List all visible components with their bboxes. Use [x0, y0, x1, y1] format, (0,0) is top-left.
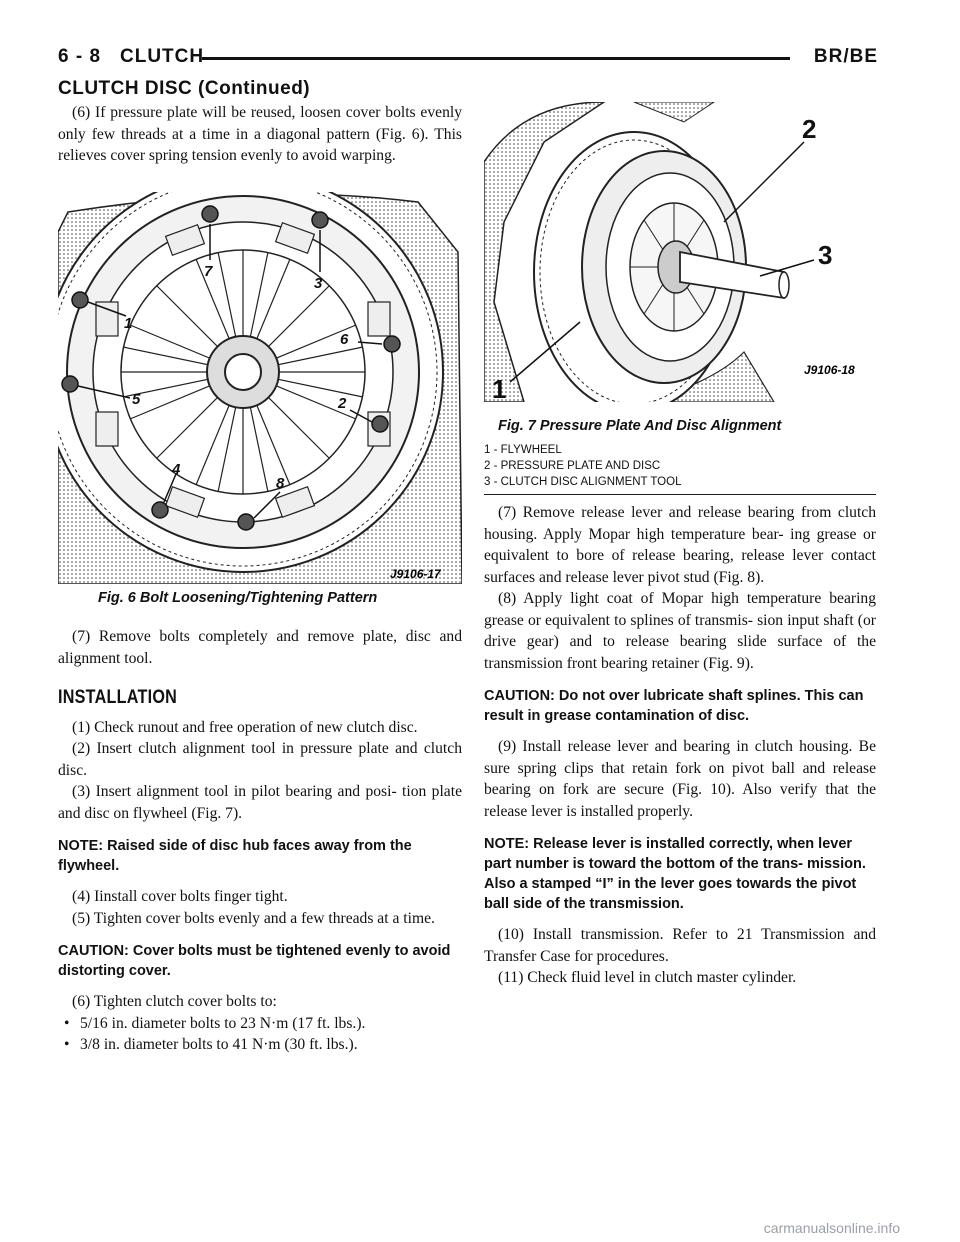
step-6-loosen: (6) If pressure plate will be reused, loosen cover bolts evenly only few threads at a time in a diagonal pattern (Fig. 6). This relieves cover spring tension evenly to avoid warping.	[58, 104, 462, 164]
torque-spec-2: 3/8 in. diameter bolts to 41 N·m (30 ft. lbs.).	[80, 1036, 358, 1053]
fig6-callout-8: 8	[276, 475, 285, 492]
figure-7	[484, 102, 876, 498]
caution-tighten-evenly: CAUTION: Cover bolts must be tightened evenly to avoid distorting cover.	[58, 943, 451, 979]
install-step-6: (6) Tighten clutch cover bolts to:	[72, 993, 277, 1010]
continued-heading: CLUTCH DISC (Continued)	[58, 78, 311, 99]
fig6-callout-6: 6	[340, 331, 349, 348]
install-step-1: (1) Check runout and free operation of new clutch disc.	[72, 718, 418, 736]
fig7-id: J9106-18	[804, 363, 855, 377]
note-release-lever: NOTE: Release lever is installed correctly, when lever part number is toward the bottom of the trans- mission. Also a stamped “I” in the lever goes towards the pivot ball side of the transmission.	[484, 836, 866, 912]
torque-spec-1: 5/16 in. diameter bolts to 23 N·m (17 ft. lbs.).	[80, 1014, 366, 1032]
fig6-caption: Fig. 6 Bolt Loosening/Tightening Pattern	[98, 590, 378, 606]
note-raised-side: NOTE: Raised side of disc hub faces away from the flywheel.	[58, 838, 412, 874]
install-step-10: (10) Install transmission. Refer to 21 Transmission and Transfer Case for procedures.	[484, 926, 876, 965]
left-column-bottom	[58, 626, 462, 1056]
torque-bullet-1	[58, 1013, 462, 1035]
fig7-caption: Fig. 7 Pressure Plate And Disc Alignment	[498, 418, 782, 434]
bullet-icon: •	[64, 1014, 70, 1032]
fig6-callout-5: 5	[132, 391, 141, 408]
install-step-11: (11) Check fluid level in clutch master cylinder.	[498, 969, 797, 986]
fig7-rule	[484, 494, 876, 495]
section-title: CLUTCH	[120, 46, 205, 67]
header-rule	[202, 57, 790, 60]
clutch-bolt-pattern-illustration	[58, 192, 462, 584]
model-code: BR/BE	[813, 46, 878, 67]
legend-item-pressure-plate: 2 - PRESSURE PLATE AND DISC	[484, 460, 661, 472]
figure-6	[58, 192, 462, 606]
left-column-top	[58, 102, 462, 167]
install-step-8: (8) Apply light coat of Mopar high temperature bearing grease or equivalent to splines of transmis- sion input shaft (or drive gear) and to release bearing slide surface of the transmission front bearing retainer (Fig. 9).	[484, 590, 876, 672]
fig7-legend	[484, 442, 681, 490]
fig7-callout-3: 3	[818, 240, 833, 270]
page-header	[58, 44, 878, 74]
install-step-7: (7) Remove release lever and release bearing from clutch housing. Apply Mopar high temperature bear- ing grease or equivalent to bore of release bearing, release lever contact surfaces and release lever pivot stud (Fig. 8).	[484, 504, 876, 586]
right-column-text	[484, 502, 876, 989]
fig6-id: J9106-17	[390, 567, 441, 581]
install-step-9: (9) Install release lever and bearing in clutch housing. Be sure spring clips that retain fork on pivot ball and release bearing on fork are secure (Fig. 10). Also verify that the release lever is installed properly.	[484, 738, 876, 820]
install-step-5: (5) Tighten cover bolts evenly and a few threads at a time.	[72, 909, 435, 927]
caution-over-lubricate: CAUTION: Do not over lubricate shaft splines. This can result in grease contamination of disc.	[484, 688, 864, 724]
fig6-callout-2: 2	[338, 395, 347, 412]
watermark: carmanualsonline.info	[763, 1220, 900, 1236]
fig7-callout-1: 1	[492, 374, 507, 402]
fig6-callout-1: 1	[124, 315, 133, 332]
install-step-2: (2) Insert clutch alignment tool in pressure plate and clutch disc.	[58, 740, 462, 779]
pressure-plate-alignment-illustration	[484, 102, 876, 402]
legend-item-flywheel: 1 - FLYWHEEL	[484, 444, 562, 456]
torque-bullet-2	[58, 1034, 462, 1056]
install-step-4: (4) Iinstall cover bolts finger tight.	[72, 888, 288, 905]
fig6-callout-7: 7	[204, 263, 213, 280]
bullet-icon: •	[64, 1036, 70, 1053]
fig7-callout-2: 2	[802, 114, 817, 144]
page-number: 6 - 8	[58, 46, 102, 67]
fig6-callout-4: 4	[172, 461, 181, 478]
step-7-remove: (7) Remove bolts completely and remove plate, disc and alignment tool.	[58, 628, 462, 667]
fig6-callout-3: 3	[314, 275, 323, 292]
install-step-3: (3) Insert alignment tool in pilot bearing and posi- tion plate and disc on flywheel (Fig. 7).	[58, 783, 462, 822]
installation-heading: INSTALLATION	[58, 687, 178, 708]
legend-item-alignment-tool: 3 - CLUTCH DISC ALIGNMENT TOOL	[484, 476, 682, 488]
